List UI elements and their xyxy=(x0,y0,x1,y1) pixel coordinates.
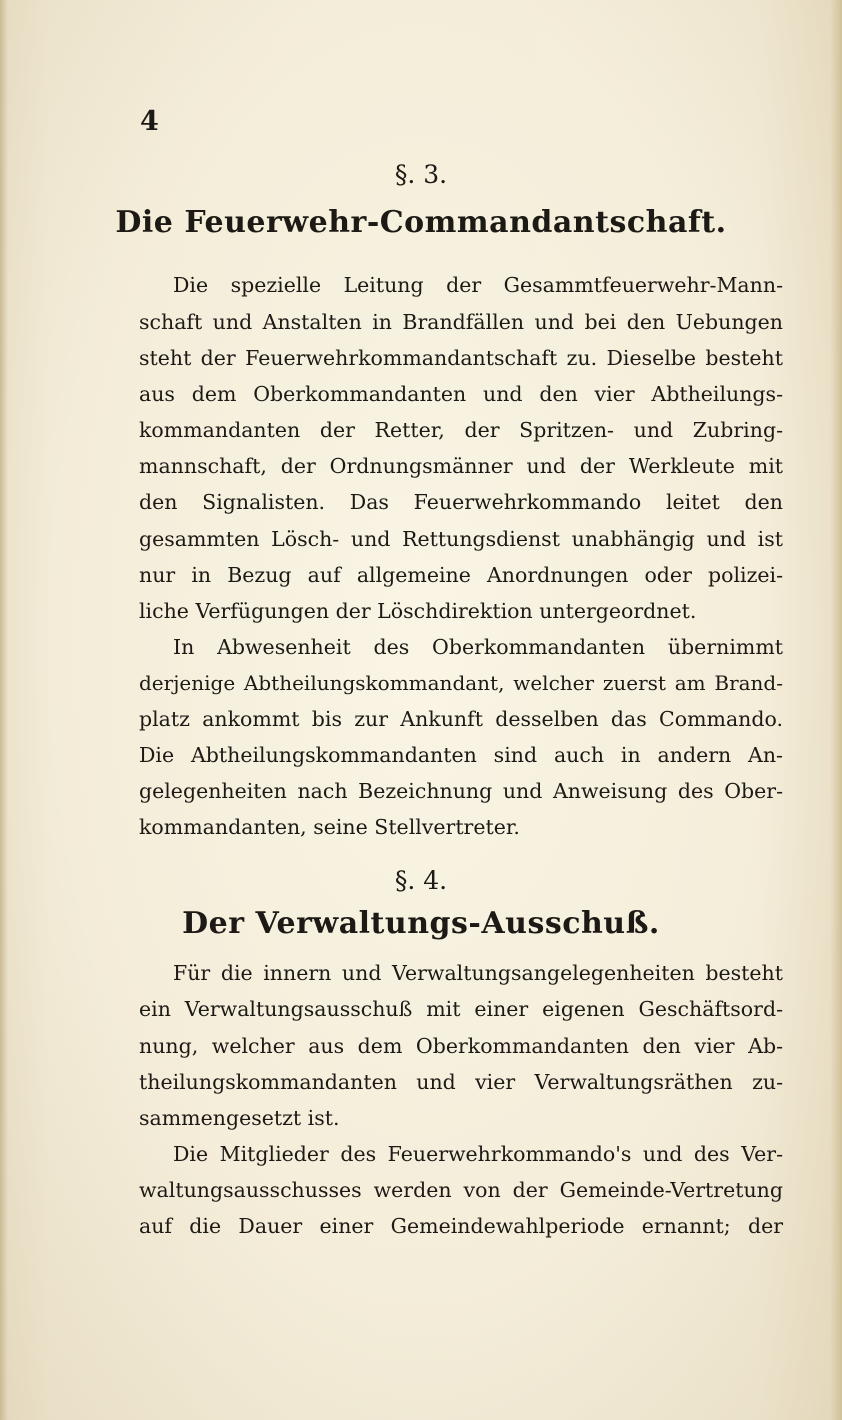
section-3-line: liche Verfügungen der Löschdirektion untergeordnet. xyxy=(139,599,697,623)
section-3-line: kommandanten der Retter, der Spritzen- und Zubring- xyxy=(139,418,783,442)
section-3-number: §. 3. xyxy=(394,160,448,189)
section-4-number: §. 4. xyxy=(394,866,448,895)
page-number: 4 xyxy=(140,106,159,137)
section-3-line: derjenige Abtheilungskommandant, welcher zuerst am Brand- xyxy=(139,671,783,695)
section-3-line: gesammten Lösch- und Rettungsdienst unabhängig und ist xyxy=(139,527,783,551)
section-4-line: Für die innern und Verwaltungsangelegenheiten besteht xyxy=(173,961,783,985)
section-3-line: Die spezielle Leitung der Gesammtfeuerwehr-Mann- xyxy=(173,273,783,297)
section-4-line: nung, welcher aus dem Oberkommandanten den vier Ab- xyxy=(139,1034,783,1058)
section-4-line: ein Verwaltungsausschuß mit einer eigenen Geschäftsord- xyxy=(139,997,783,1021)
section-4-line: auf die Dauer einer Gemeindewahlperiode ernannt; der xyxy=(139,1214,783,1238)
section-3-line: Die Abtheilungskommandanten sind auch in andern An- xyxy=(139,743,783,767)
section-3-line: mannschaft, der Ordnungsmänner und der Werkleute mit xyxy=(139,454,783,478)
section-3-line: den Signalisten. Das Feuerwehrkommando leitet den xyxy=(139,490,783,514)
section-3-line: In Abwesenheit des Oberkommandanten übernimmt xyxy=(173,635,783,659)
section-4-line: Die Mitglieder des Feuerwehrkommando's und des Ver- xyxy=(173,1142,783,1166)
section-3-line: aus dem Oberkommandanten und den vier Abtheilungs- xyxy=(139,382,783,406)
section-3-line: platz ankommt bis zur Ankunft desselben das Commando. xyxy=(139,707,783,731)
section-3-line: schaft und Anstalten in Brandfällen und bei den Uebungen xyxy=(139,310,783,334)
section-4-line: waltungsausschusses werden von der Gemeinde-Vertretung xyxy=(139,1178,783,1202)
section-4-line: sammengesetzt ist. xyxy=(139,1106,340,1130)
section-3-line: gelegenheiten nach Bezeichnung und Anweisung des Ober- xyxy=(139,779,783,803)
section-3-title: Die Feuerwehr-Commandantschaft. xyxy=(115,205,727,240)
section-4-title: Der Verwaltungs-Ausschuß. xyxy=(182,906,660,941)
section-4-line: theilungskommandanten und vier Verwaltungsräthen zu- xyxy=(139,1070,783,1094)
section-3-line: nur in Bezug auf allgemeine Anordnungen oder polizei- xyxy=(139,563,783,587)
section-3-line: steht der Feuerwehrkommandantschaft zu. Dieselbe besteht xyxy=(139,346,783,370)
section-3-line: kommandanten, seine Stellvertreter. xyxy=(139,815,520,839)
